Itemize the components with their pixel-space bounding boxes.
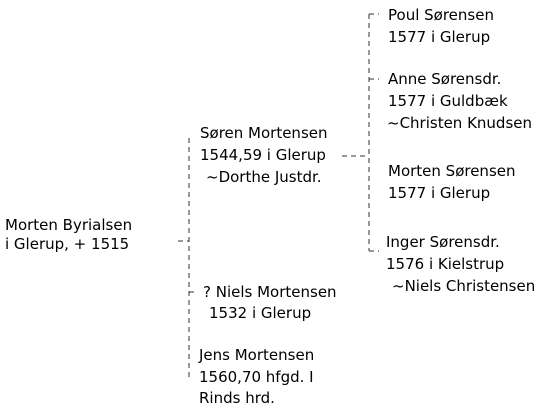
person-grandchild-inger <box>386 233 535 295</box>
child-detail: 1560,70 hfgd. I <box>199 368 314 386</box>
person-grandchild-morten <box>388 162 516 202</box>
child-detail: 1532 i Glerup <box>209 304 312 322</box>
grandchild-detail: 1577 i Guldbæk <box>388 92 508 110</box>
grandchild-name: Morten Sørensen <box>388 162 516 180</box>
person-grandchild-anne <box>387 70 532 132</box>
person-child-niels <box>203 283 337 322</box>
person-child-soren <box>200 124 328 186</box>
tree-connectors <box>178 14 379 380</box>
child-name: Jens Mortensen <box>199 346 315 364</box>
root-name: Morten Byrialsen <box>5 216 133 234</box>
child-spouse: ~Dorthe Justdr. <box>206 168 322 186</box>
child-name: ? Niels Mortensen <box>203 283 337 301</box>
grandchild-name: Anne Sørensdr. <box>388 70 502 88</box>
child-detail: 1544,59 i Glerup <box>200 146 326 164</box>
person-root <box>5 216 132 253</box>
grandchild-name: Poul Sørensen <box>388 6 494 24</box>
grandchild-detail: 1577 i Glerup <box>388 28 491 46</box>
child-extra: Rinds hrd. <box>199 389 275 407</box>
person-grandchild-poul <box>388 6 494 46</box>
grandchild-spouse: ~Niels Christensen <box>392 277 536 295</box>
child-name: Søren Mortensen <box>200 124 328 142</box>
root-detail: i Glerup, + 1515 <box>5 235 130 253</box>
person-child-jens <box>198 346 314 407</box>
grandchild-detail: 1576 i Kielstrup <box>386 255 505 273</box>
grandchild-name: Inger Sørensdr. <box>386 233 500 251</box>
grandchild-detail: 1577 i Glerup <box>388 184 491 202</box>
grandchild-spouse: ~Christen Knudsen <box>387 114 533 132</box>
